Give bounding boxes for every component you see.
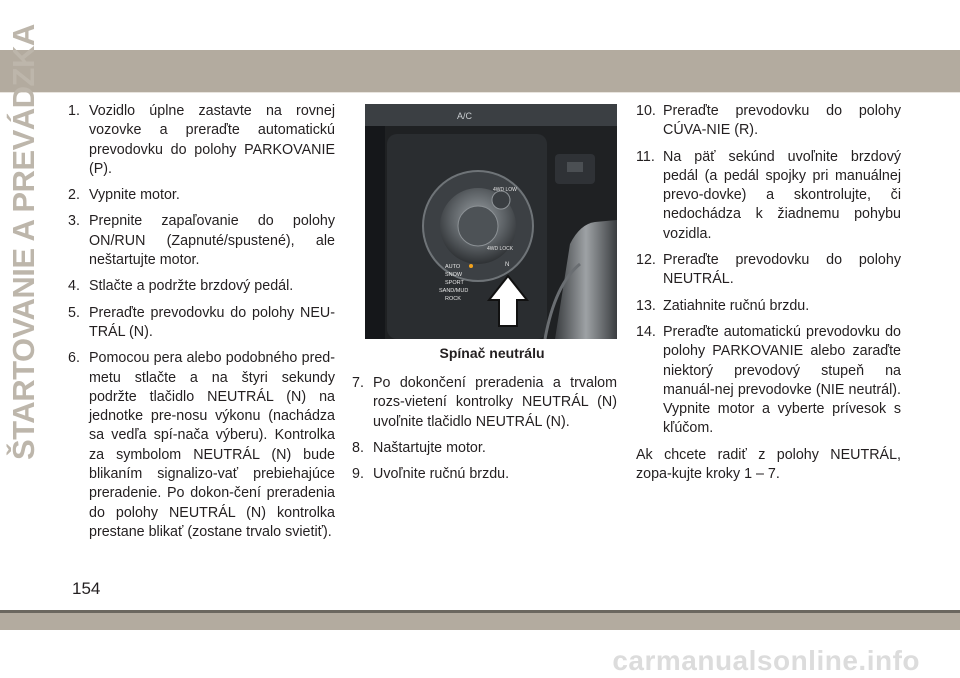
mode-snow: SNOW: [445, 272, 463, 278]
list-item: 7. Po dokončení preradenia a trvalom rozs-vietení kontrolky NEUTRÁL (N) uvoľnite tlačidlo NEUTRÁL (N).: [352, 375, 617, 430]
list-item: 3. Prepnite zapaľovanie do polohy ON/RUN (Zapnuté/spustené), ale neštartujte motor.: [68, 213, 335, 269]
mode-rock: ROCK: [445, 296, 461, 302]
list-item: 14. Preraďte automatickú prevodovku do polohy PARKOVANIE alebo zaraďte niektorý prevodový stupeň na manuál-nej prevodovke (NIE neutrál). Vypnite motor a vyberte prívesok s kľúčom.: [636, 323, 901, 437]
column-1: [68, 102, 335, 549]
header-divider: [0, 92, 960, 93]
list-item: 9. Uvoľnite ručnú brzdu.: [352, 466, 510, 483]
list-item: 10. Preraďte prevodovku do polohy CÚVA-NIE (R).: [636, 103, 901, 139]
figure-caption: Spínač neutrálu: [439, 345, 545, 361]
watermark: carmanualsonline.info: [612, 645, 920, 676]
list-item: 6. Pomocou pera alebo podobného pred-metu stlačte a na štyri sekundy podržte tlačidlo NEUTRÁL (N) na jednotke pre-nosu výkonu (nachádza sa vedľa spí-nača výberu). Kontrolka za symbolom NEUTRÁL (N) bude blikaním signalizo-vať prebiehajúce preradenie. Po dokon-čení preradenia do polohy NEUTRÁL (N) kontrolka prestane blikať (zostane trvalo svietiť).: [68, 350, 335, 540]
list-item: 5. Preraďte prevodovku do polohy NEU-TRÁL (N).: [68, 304, 335, 340]
section-title: ŠTARTOVANIE A PREVÁDZKA: [6, 24, 41, 460]
neutral-button-label: N: [505, 262, 510, 268]
ac-label: A/C: [457, 111, 473, 121]
header-band: [0, 50, 960, 92]
footer-band: [0, 613, 960, 630]
neutral-switch-photo: [365, 104, 617, 339]
closing-paragraph: Ak chcete radiť z polohy NEUTRÁL, zopa-kujte kroky 1 – 7.: [636, 446, 901, 483]
list-item: 13. Zatiahnite ručnú brzdu.: [636, 297, 810, 314]
mode-auto: AUTO: [445, 264, 461, 270]
list-item: 4. Stlačte a podržte brzdový pedál.: [68, 278, 294, 295]
list-item: 12. Preraďte prevodovku do polohy NEUTRÁL.: [636, 252, 901, 288]
list-item: 11. Na päť sekúnd uvoľnite brzdový pedál (a pedál spojky pri manuálnej prevo-dovke) a skontrolujte, či nedochádza k žiadnemu pohybu vozidla.: [636, 148, 901, 242]
mode-sport: SPORT: [445, 280, 464, 286]
column-2: [352, 374, 617, 491]
4wd-low-label: 4WD LOW: [493, 187, 517, 193]
column-3: [636, 102, 901, 484]
list-item: 8. Naštartujte motor.: [352, 439, 486, 456]
mode-sand-mud: SAND/MUD: [439, 288, 469, 294]
4wd-lock-label: 4WD LOCK: [487, 246, 514, 252]
list-item: 1. Vozidlo úplne zastavte na rovnej vozovke a preraďte automatickú prevodovku do polohy PARKOVANIE (P).: [68, 103, 335, 177]
page-number: 154: [72, 579, 101, 598]
list-item: 2. Vypnite motor.: [68, 187, 180, 204]
